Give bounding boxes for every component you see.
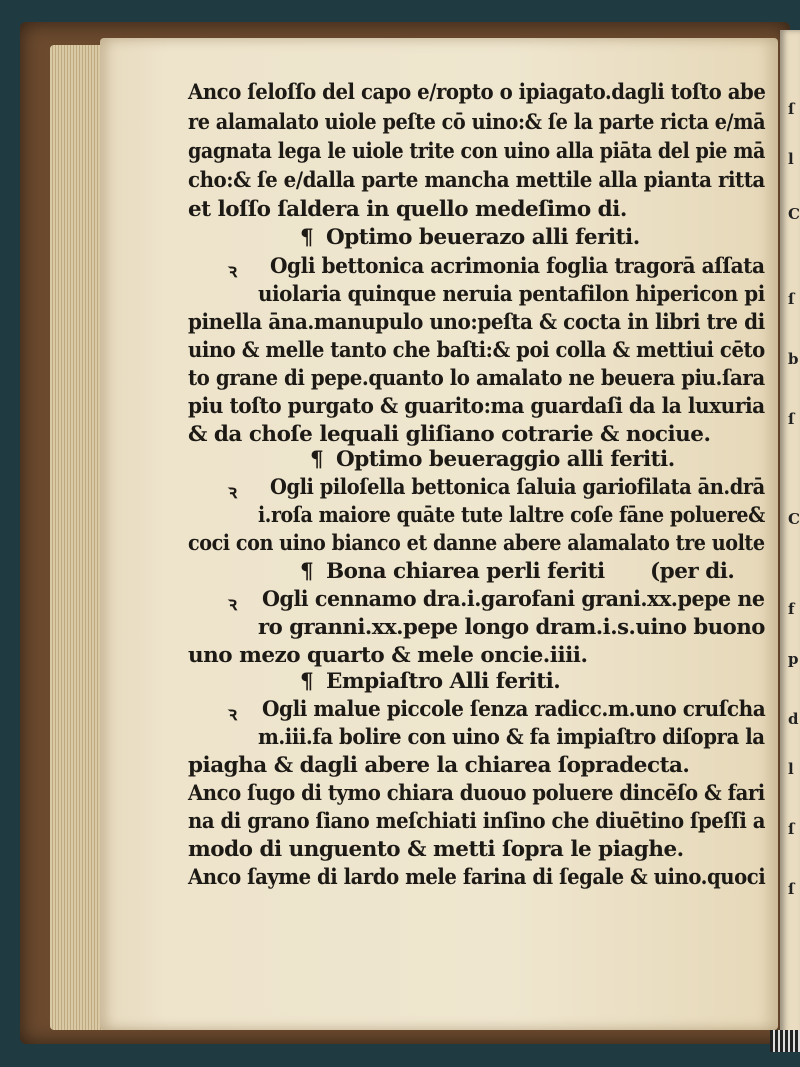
recipe-marker: ꝛ bbox=[228, 260, 237, 282]
text-line: na di grano ſiano meſchiati inſino che diuētino ſpeſſi a bbox=[188, 809, 766, 834]
text-line: re alamalato uiole peſte cō uino:& ſe la parte ricta e/mā bbox=[188, 110, 766, 135]
facing-letter: d bbox=[788, 710, 799, 728]
paragraph-mark: ¶ bbox=[300, 559, 314, 584]
text-line: et loſſo ſaldera in quello medeſimo di. bbox=[188, 197, 627, 222]
text-line: Anco ſayme di lardo mele farina di ſegale & uino.quoci bbox=[188, 865, 766, 890]
recipe-marker: ꝛ bbox=[228, 703, 237, 725]
facing-letter: ſ bbox=[788, 100, 795, 118]
text-line: uno mezo quarto & mele oncie.iiii. bbox=[188, 643, 588, 668]
text-line: Ogli malue piccole ſenza radicc.m.uno cruſcha bbox=[262, 697, 766, 722]
facing-letter: l bbox=[788, 760, 794, 778]
text-line: gagnata lega le uiole trite con uino alla piāta del pie mā bbox=[188, 139, 765, 164]
facing-letter: p bbox=[788, 650, 799, 668]
facing-letter: l bbox=[788, 150, 794, 168]
text-line: m.iii.fa bolire con uino & fa impiaſtro diſopra la bbox=[258, 725, 765, 750]
facing-letter: b bbox=[788, 350, 799, 368]
facing-letter: ſ bbox=[788, 820, 795, 838]
text-line: coci con uino bianco et danne abere alamalato tre uolte bbox=[188, 531, 765, 556]
facing-letter: C bbox=[788, 510, 800, 528]
facing-letter: ſ bbox=[788, 290, 795, 308]
recipe-marker: ꝛ bbox=[228, 481, 237, 503]
text-line: modo di unguento & metti ſopra le piaghe. bbox=[188, 837, 684, 862]
facing-letter: ſ bbox=[788, 880, 795, 898]
text-line: Ogli piloſella bettonica ſaluia gariofilata ān.drā bbox=[270, 475, 765, 500]
text-line: & da choſe lequali gliſiano cotrarie & nociue. bbox=[188, 422, 711, 447]
text-line: Ogli cennamo dra.i.garofani grani.xx.pepe ne bbox=[262, 587, 765, 612]
text-line: piagha & dagli abere la chiarea ſopradecta. bbox=[188, 753, 690, 778]
section-heading: Bona chiarea perli feriti bbox=[326, 559, 605, 584]
text-line: to grane di pepe.quanto lo amalato ne beuera piu.ſara bbox=[188, 366, 765, 391]
paragraph-mark: ¶ bbox=[300, 669, 314, 694]
section-heading: Optimo beuerazo alli feriti. bbox=[326, 225, 640, 250]
facing-letter: ſ bbox=[788, 410, 795, 428]
text-line: uiolaria quinque neruia pentafilon hipericon pi bbox=[258, 282, 765, 307]
section-heading: Empiaſtro Alli feriti. bbox=[326, 669, 561, 694]
facing-letter: f bbox=[788, 600, 795, 618]
text-line: cho:& ſe e/dalla parte mancha mettile alla pianta ritta bbox=[188, 168, 765, 193]
paragraph-mark: ¶ bbox=[300, 225, 314, 250]
text-line: i.roſa maiore quāte tute laltre coſe fāne poluere& bbox=[258, 503, 765, 528]
text-line: uino & melle tanto che baſti:& poi colla & mettiui cēto bbox=[188, 338, 765, 363]
text-line: Anco ſugo di tymo chiara duouo poluere dincēſo & fari bbox=[188, 781, 765, 806]
text-line: ro granni.xx.pepe longo dram.i.s.uino buono bbox=[258, 615, 765, 640]
facing-letter: C bbox=[788, 205, 800, 223]
section-heading: Optimo beueraggio alli feriti. bbox=[336, 447, 675, 472]
recipe-marker: ꝛ bbox=[228, 593, 237, 615]
paragraph-mark: ¶ bbox=[310, 447, 324, 472]
text-line: pinella āna.manupulo uno:peſta & cocta in libri tre di bbox=[188, 310, 765, 335]
side-note: (per di. bbox=[650, 559, 735, 584]
text-line: piu toſto purgato & guarito:ma guardaſi da la luxuria bbox=[188, 394, 765, 419]
text-line: Anco ſeloſſo del capo e/ropto o ipiagato.dagli toſto abe bbox=[188, 80, 766, 105]
text-line: Ogli bettonica acrimonia foglia tragorā aſſata bbox=[270, 254, 765, 279]
